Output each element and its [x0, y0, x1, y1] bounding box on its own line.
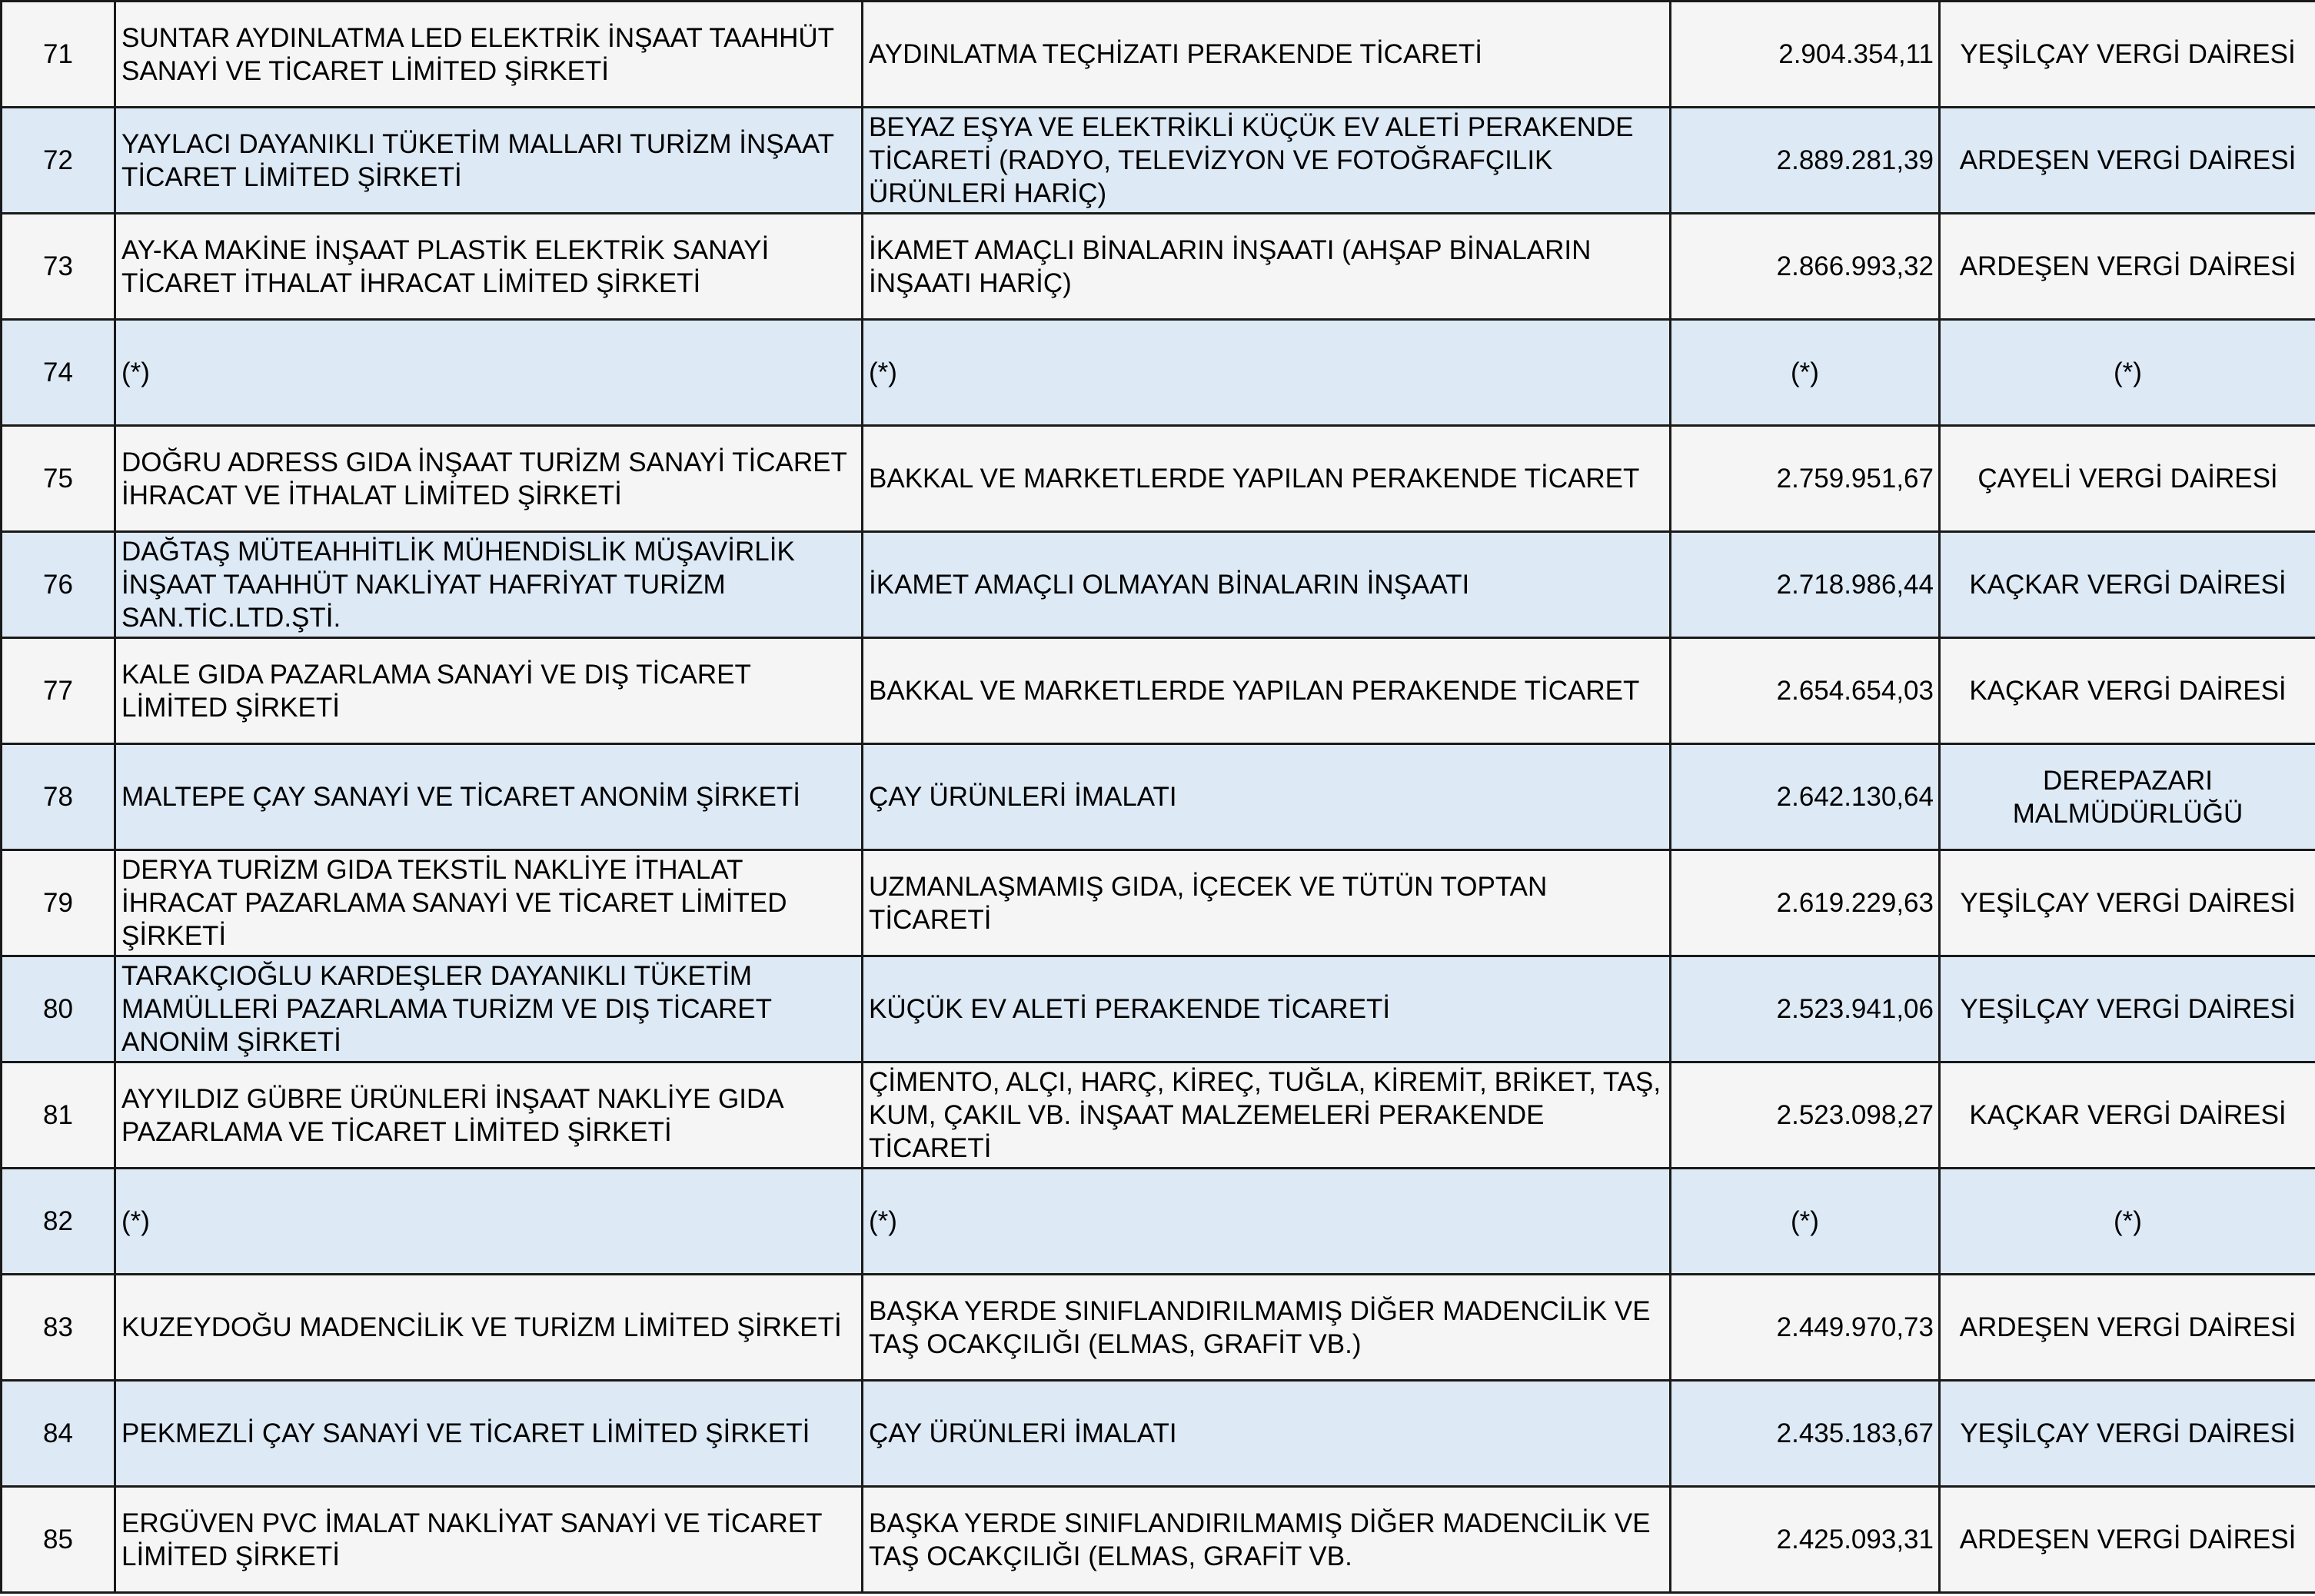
row-number: 74	[2, 320, 115, 426]
activity-description: KÜÇÜK EV ALETİ PERAKENDE TİCARETİ	[863, 956, 1671, 1062]
amount-value: 2.435.183,67	[1671, 1381, 1940, 1487]
activity-description: İKAMET AMAÇLI BİNALARIN İNŞAATI (AHŞAP BİNALARIN İNŞAATI HARİÇ)	[863, 214, 1671, 320]
tax-office: DEREPAZARI MALMÜDÜRLÜĞÜ	[1940, 744, 2315, 850]
activity-description: BEYAZ EŞYA VE ELEKTRİKLİ KÜÇÜK EV ALETİ PERAKENDE TİCARETİ (RADYO, TELEVİZYON VE FOTOĞRAFÇILIK ÜRÜNLERİ HARİÇ)	[863, 108, 1671, 214]
amount-value: 2.425.093,31	[1671, 1487, 1940, 1593]
tax-office: ARDEŞEN VERGİ DAİRESİ	[1940, 1275, 2315, 1381]
row-number: 77	[2, 638, 115, 744]
amount-value: 2.523.098,27	[1671, 1062, 1940, 1169]
amount-value: 2.904.354,11	[1671, 2, 1940, 108]
company-name: AYYILDIZ GÜBRE ÜRÜNLERİ İNŞAAT NAKLİYE GIDA PAZARLAMA VE TİCARET LİMİTED ŞİRKETİ	[115, 1062, 863, 1169]
row-number: 71	[2, 2, 115, 108]
activity-description: BAKKAL VE MARKETLERDE YAPILAN PERAKENDE TİCARET	[863, 638, 1671, 744]
company-name: MALTEPE ÇAY SANAYİ VE TİCARET ANONİM ŞİRKETİ	[115, 744, 863, 850]
activity-description: İKAMET AMAÇLI OLMAYAN BİNALARIN İNŞAATI	[863, 532, 1671, 638]
amount-value: 2.718.986,44	[1671, 532, 1940, 638]
row-number: 79	[2, 850, 115, 956]
table-row	[2, 214, 2315, 320]
tax-office: KAÇKAR VERGİ DAİRESİ	[1940, 532, 2315, 638]
row-number: 80	[2, 956, 115, 1062]
table-row	[2, 956, 2315, 1062]
table-body	[2, 2, 2315, 1593]
table-row	[2, 1381, 2315, 1487]
table-row	[2, 1487, 2315, 1593]
table-row	[2, 108, 2315, 214]
amount-value: 2.449.970,73	[1671, 1275, 1940, 1381]
amount-value: 2.889.281,39	[1671, 108, 1940, 214]
company-name: DOĞRU ADRESS GIDA İNŞAAT TURİZM SANAYİ TİCARET İHRACAT VE İTHALAT LİMİTED ŞİRKETİ	[115, 426, 863, 532]
tax-office: (*)	[1940, 1169, 2315, 1275]
company-name: (*)	[115, 320, 863, 426]
company-name: KUZEYDOĞU MADENCİLİK VE TURİZM LİMİTED ŞİRKETİ	[115, 1275, 863, 1381]
table-row	[2, 426, 2315, 532]
row-number: 76	[2, 532, 115, 638]
company-name: DAĞTAŞ MÜTEAHHİTLİK MÜHENDİSLİK MÜŞAVİRLİK İNŞAAT TAAHHÜT NAKLİYAT HAFRİYAT TURİZM SAN.TİC.LTD.ŞTİ.	[115, 532, 863, 638]
tax-office: YEŞİLÇAY VERGİ DAİRESİ	[1940, 2, 2315, 108]
activity-description: (*)	[863, 1169, 1671, 1275]
table-row	[2, 1062, 2315, 1169]
amount-value: 2.866.993,32	[1671, 214, 1940, 320]
tax-office: ARDEŞEN VERGİ DAİRESİ	[1940, 1487, 2315, 1593]
amount-value: 2.619.229,63	[1671, 850, 1940, 956]
table-row	[2, 2, 2315, 108]
activity-description: ÇAY ÜRÜNLERİ İMALATI	[863, 1381, 1671, 1487]
table-row	[2, 744, 2315, 850]
activity-description: BAŞKA YERDE SINIFLANDIRILMAMIŞ DİĞER MADENCİLİK VE TAŞ OCAKÇILIĞI (ELMAS, GRAFİT VB.	[863, 1487, 1671, 1593]
tax-office: ÇAYELİ VERGİ DAİRESİ	[1940, 426, 2315, 532]
table-row	[2, 320, 2315, 426]
company-name: (*)	[115, 1169, 863, 1275]
company-name: ERGÜVEN PVC İMALAT NAKLİYAT SANAYİ VE TİCARET LİMİTED ŞİRKETİ	[115, 1487, 863, 1593]
tax-office: ARDEŞEN VERGİ DAİRESİ	[1940, 108, 2315, 214]
row-number: 75	[2, 426, 115, 532]
table-row	[2, 638, 2315, 744]
table-row	[2, 1275, 2315, 1381]
table-row	[2, 1169, 2315, 1275]
activity-description: UZMANLAŞMAMIŞ GIDA, İÇECEK VE TÜTÜN TOPTAN TİCARETİ	[863, 850, 1671, 956]
tax-office: KAÇKAR VERGİ DAİRESİ	[1940, 1062, 2315, 1169]
company-name: TARAKÇIOĞLU KARDEŞLER DAYANIKLI TÜKETİM MAMÜLLERİ PAZARLAMA TURİZM VE DIŞ TİCARET ANONİM ŞİRKETİ	[115, 956, 863, 1062]
row-number: 84	[2, 1381, 115, 1487]
table-row	[2, 850, 2315, 956]
row-number: 78	[2, 744, 115, 850]
row-number: 85	[2, 1487, 115, 1593]
company-name: PEKMEZLİ ÇAY SANAYİ VE TİCARET LİMİTED ŞİRKETİ	[115, 1381, 863, 1487]
table-row	[2, 532, 2315, 638]
row-number: 83	[2, 1275, 115, 1381]
tax-office: YEŞİLÇAY VERGİ DAİRESİ	[1940, 1381, 2315, 1487]
amount-value: 2.523.941,06	[1671, 956, 1940, 1062]
tax-office: YEŞİLÇAY VERGİ DAİRESİ	[1940, 850, 2315, 956]
company-name: KALE GIDA PAZARLAMA SANAYİ VE DIŞ TİCARET LİMİTED ŞİRKETİ	[115, 638, 863, 744]
tax-office: KAÇKAR VERGİ DAİRESİ	[1940, 638, 2315, 744]
company-name: YAYLACI DAYANIKLI TÜKETİM MALLARI TURİZM İNŞAAT TİCARET LİMİTED ŞİRKETİ	[115, 108, 863, 214]
amount-value: (*)	[1671, 320, 1940, 426]
company-name: AY-KA MAKİNE İNŞAAT PLASTİK ELEKTRİK SANAYİ TİCARET İTHALAT İHRACAT LİMİTED ŞİRKETİ	[115, 214, 863, 320]
tax-office: ARDEŞEN VERGİ DAİRESİ	[1940, 214, 2315, 320]
company-name: SUNTAR AYDINLATMA LED ELEKTRİK İNŞAAT TAAHHÜT SANAYİ VE TİCARET LİMİTED ŞİRKETİ	[115, 2, 863, 108]
amount-value: 2.654.654,03	[1671, 638, 1940, 744]
amount-value: (*)	[1671, 1169, 1940, 1275]
company-name: DERYA TURİZM GIDA TEKSTİL NAKLİYE İTHALAT İHRACAT PAZARLAMA SANAYİ VE TİCARET LİMİTED ŞİRKETİ	[115, 850, 863, 956]
amount-value: 2.642.130,64	[1671, 744, 1940, 850]
row-number: 82	[2, 1169, 115, 1275]
activity-description: BAKKAL VE MARKETLERDE YAPILAN PERAKENDE TİCARET	[863, 426, 1671, 532]
amount-value: 2.759.951,67	[1671, 426, 1940, 532]
row-number: 81	[2, 1062, 115, 1169]
activity-description: AYDINLATMA TEÇHİZATI PERAKENDE TİCARETİ	[863, 2, 1671, 108]
activity-description: BAŞKA YERDE SINIFLANDIRILMAMIŞ DİĞER MADENCİLİK VE TAŞ OCAKÇILIĞI (ELMAS, GRAFİT VB.)	[863, 1275, 1671, 1381]
activity-description: ÇİMENTO, ALÇI, HARÇ, KİREÇ, TUĞLA, KİREMİT, BRİKET, TAŞ, KUM, ÇAKIL VB. İNŞAAT MALZEMELERİ PERAKENDE TİCARETİ	[863, 1062, 1671, 1169]
activity-description: (*)	[863, 320, 1671, 426]
activity-description: ÇAY ÜRÜNLERİ İMALATI	[863, 744, 1671, 850]
tax-office: YEŞİLÇAY VERGİ DAİRESİ	[1940, 956, 2315, 1062]
tax-office: (*)	[1940, 320, 2315, 426]
row-number: 72	[2, 108, 115, 214]
row-number: 73	[2, 214, 115, 320]
